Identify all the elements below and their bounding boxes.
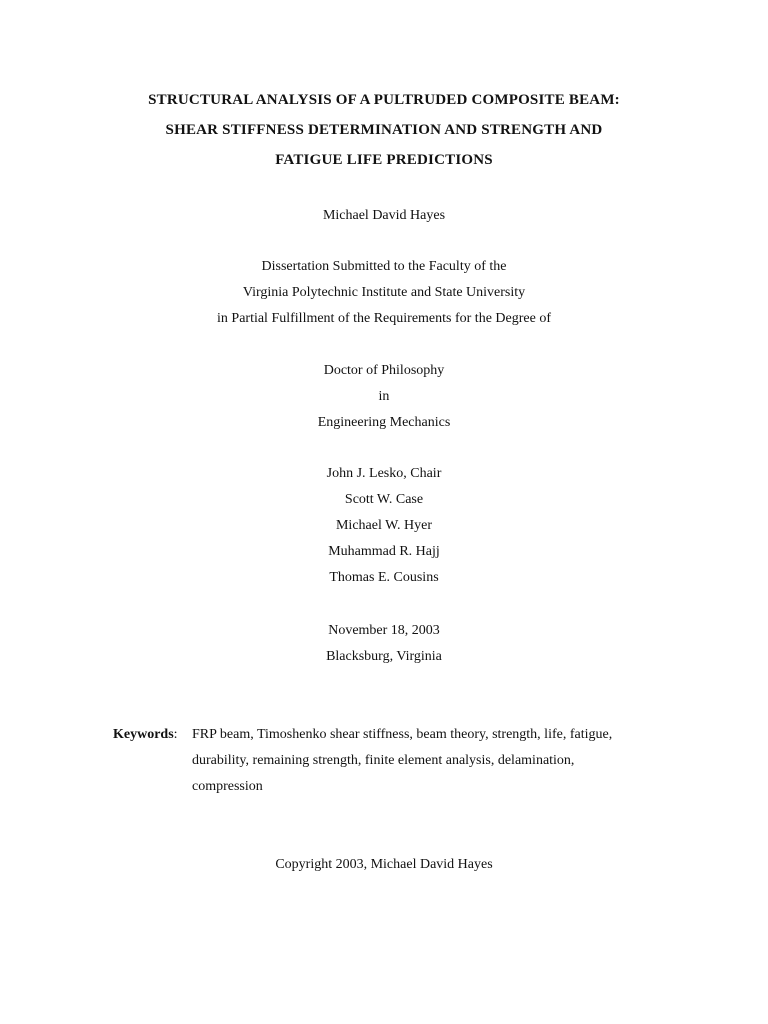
submission-line-1: Dissertation Submitted to the Faculty of the xyxy=(261,259,507,274)
submission-line-3: in Partial Fulfillment of the Requirements for the Degree of xyxy=(217,311,551,326)
title-line-3: FATIGUE LIFE PREDICTIONS xyxy=(275,152,493,168)
submission-line-2: Virginia Polytechnic Institute and State University xyxy=(242,285,526,300)
keywords-line-2: durability, remaining strength, finite element analysis, delamination, xyxy=(192,753,575,768)
submission-date: November 18, 2003 xyxy=(328,623,440,638)
keywords-line-3: compression xyxy=(192,779,263,794)
keywords-line-1: FRP beam, Timoshenko shear stiffness, beam theory, strength, life, fatigue, xyxy=(192,727,613,742)
submission-location: Blacksburg, Virginia xyxy=(326,649,442,664)
keywords-label xyxy=(113,727,178,743)
committee-member: Thomas E. Cousins xyxy=(329,570,439,585)
author-name: Michael David Hayes xyxy=(322,208,446,223)
committee-member: Muhammad R. Hajj xyxy=(328,544,440,559)
degree-connector: in xyxy=(378,389,390,404)
committee-member: John J. Lesko, Chair xyxy=(326,466,442,481)
title-line-2: SHEAR STIFFNESS DETERMINATION AND STRENGTH AND xyxy=(165,122,603,138)
keywords-colon: : xyxy=(173,727,178,742)
copyright-notice: Copyright 2003, Michael David Hayes xyxy=(275,857,493,872)
degree-name: Doctor of Philosophy xyxy=(323,363,445,378)
committee-member: Scott W. Case xyxy=(344,492,424,507)
degree-field: Engineering Mechanics xyxy=(317,415,451,430)
title-line-1: STRUCTURAL ANALYSIS OF A PULTRUDED COMPOSITE BEAM: xyxy=(148,92,620,108)
keywords-label-text: Keywords xyxy=(113,727,174,742)
committee-member: Michael W. Hyer xyxy=(335,518,433,533)
